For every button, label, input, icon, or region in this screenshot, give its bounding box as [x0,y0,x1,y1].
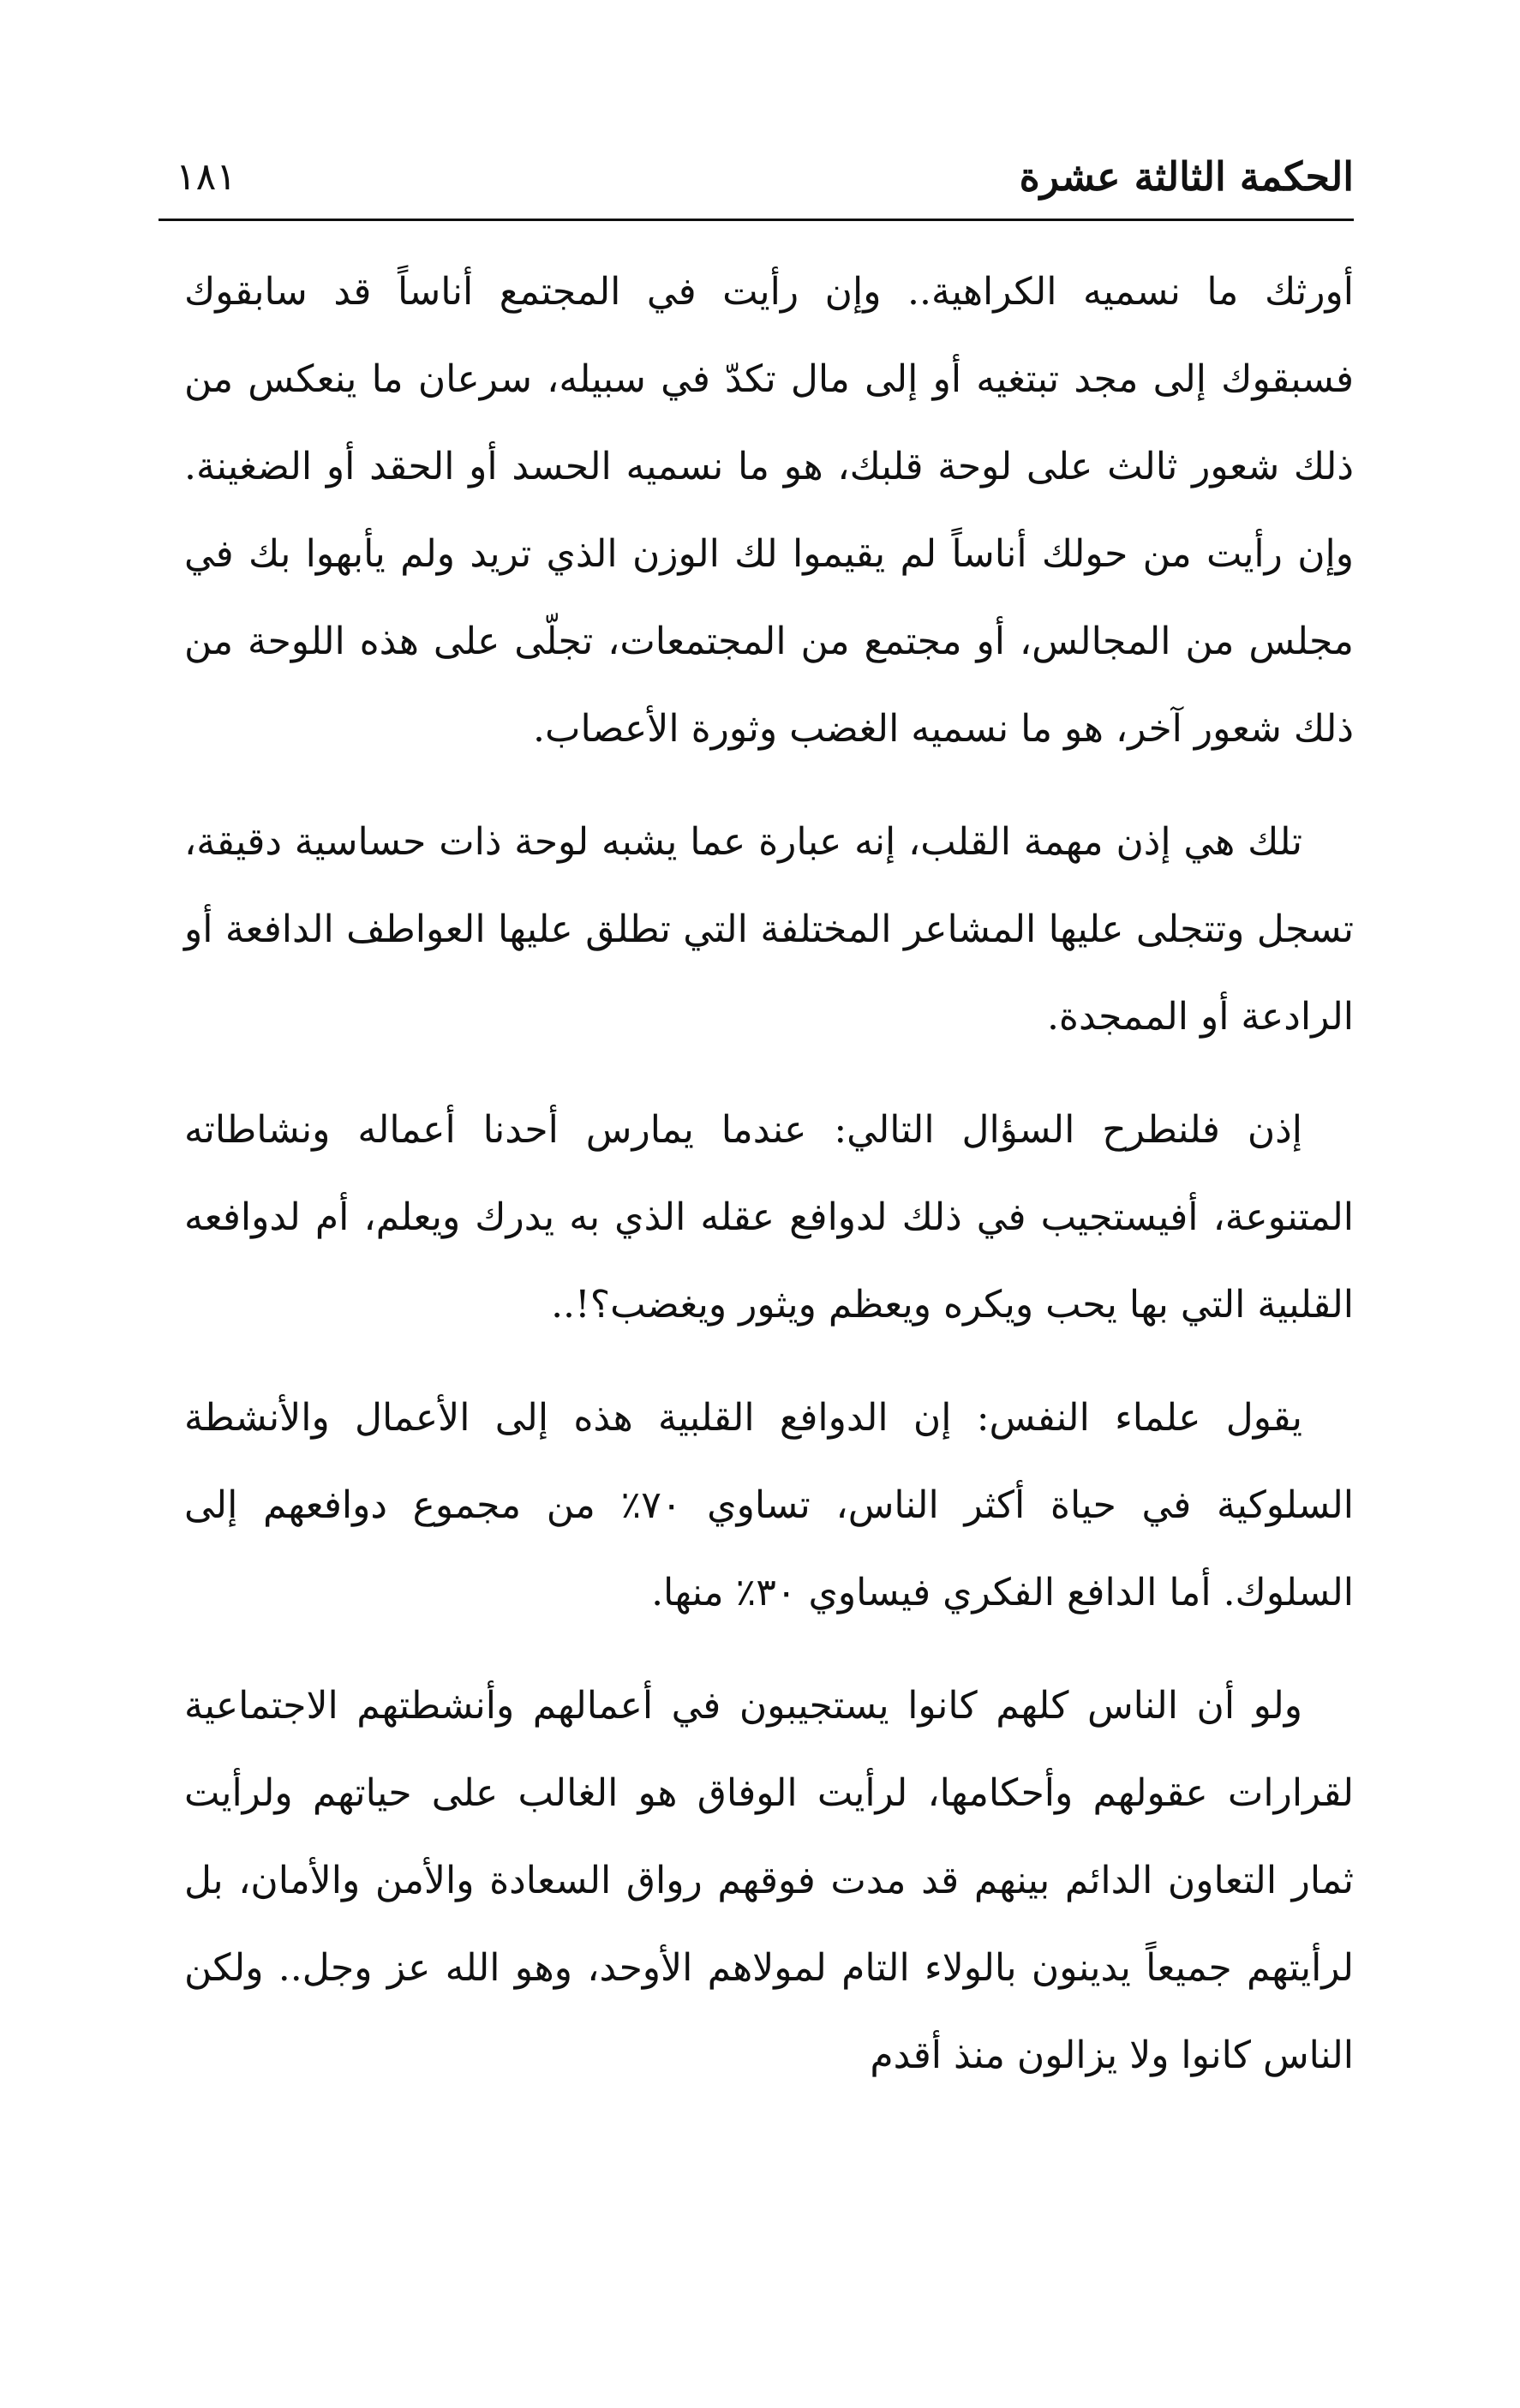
paragraph-2: تلك هي إذن مهمة القلب، إنه عبارة عما يشبه لوحة ذات حساسية دقيقة، تسجل وتتجلى عليها المشاعر المختلفة التي تطلق عليها العواطف الدافعة أو الرادعة أو الممجدة. [184,820,1354,1039]
running-title: الحكمة الثالثة عشرة [1019,153,1354,200]
paragraph-3: إذن فلنطرح السؤال التالي: عندما يمارس أحدنا أعماله ونشاطاته المتنوعة، أفيستجيب في ذلك لدوافع عقله الذي به يدرك ويعلم، أم لدوافعه القلبية التي بها يحب ويكره ويعظم ويثور ويغضب؟!.. [184,1108,1354,1327]
body-text [184,249,1354,2125]
page-header [159,150,1354,221]
page-number: ١٨١ [176,155,236,199]
paragraph-4: يقول علماء النفس: إن الدوافع القلبية هذه إلى الأعمال والأنشطة السلوكية في حياة أكثر الناس، تساوي ٧٠٪ من مجموع دوافعهم إلى السلوك. أما الدافع الفكري فيساوي ٣٠٪ منها. [184,1396,1354,1614]
paragraph-1: أورثك ما نسميه الكراهية.. وإن رأيت في المجتمع أناساً قد سابقوك فسبقوك إلى مجد تبتغيه أو إلى مال تكدّ في سبيله، سرعان ما ينعكس من ذلك شعور ثالث على لوحة قلبك، هو ما نسميه الحسد أو الحقد أو الضغينة. وإن رأيت من حولك أناساً لم يقيموا لك الوزن الذي تريد ولم يأبهوا بك في مجلس من المجالس، أو مجتمع من المجتمعات، تجلّى على هذه اللوحة من ذلك شعور آخر، هو ما نسميه الغضب وثورة الأعصاب. [184,270,1354,751]
paragraph-5: ولو أن الناس كلهم كانوا يستجيبون في أعمالهم وأنشطتهم الاجتماعية لقرارات عقولهم وأحكامها، لرأيت الوفاق هو الغالب على حياتهم ولرأيت ثمار التعاون الدائم بينهم قد مدت فوقهم رواق السعادة والأمن والأمان، بل لرأيتهم جميعاً يدينون بالولاء التام لمولاهم الأوحد، وهو الله عز وجل.. ولكن الناس كانوا ولا يزالون منذ أقدم [184,1684,1354,2077]
